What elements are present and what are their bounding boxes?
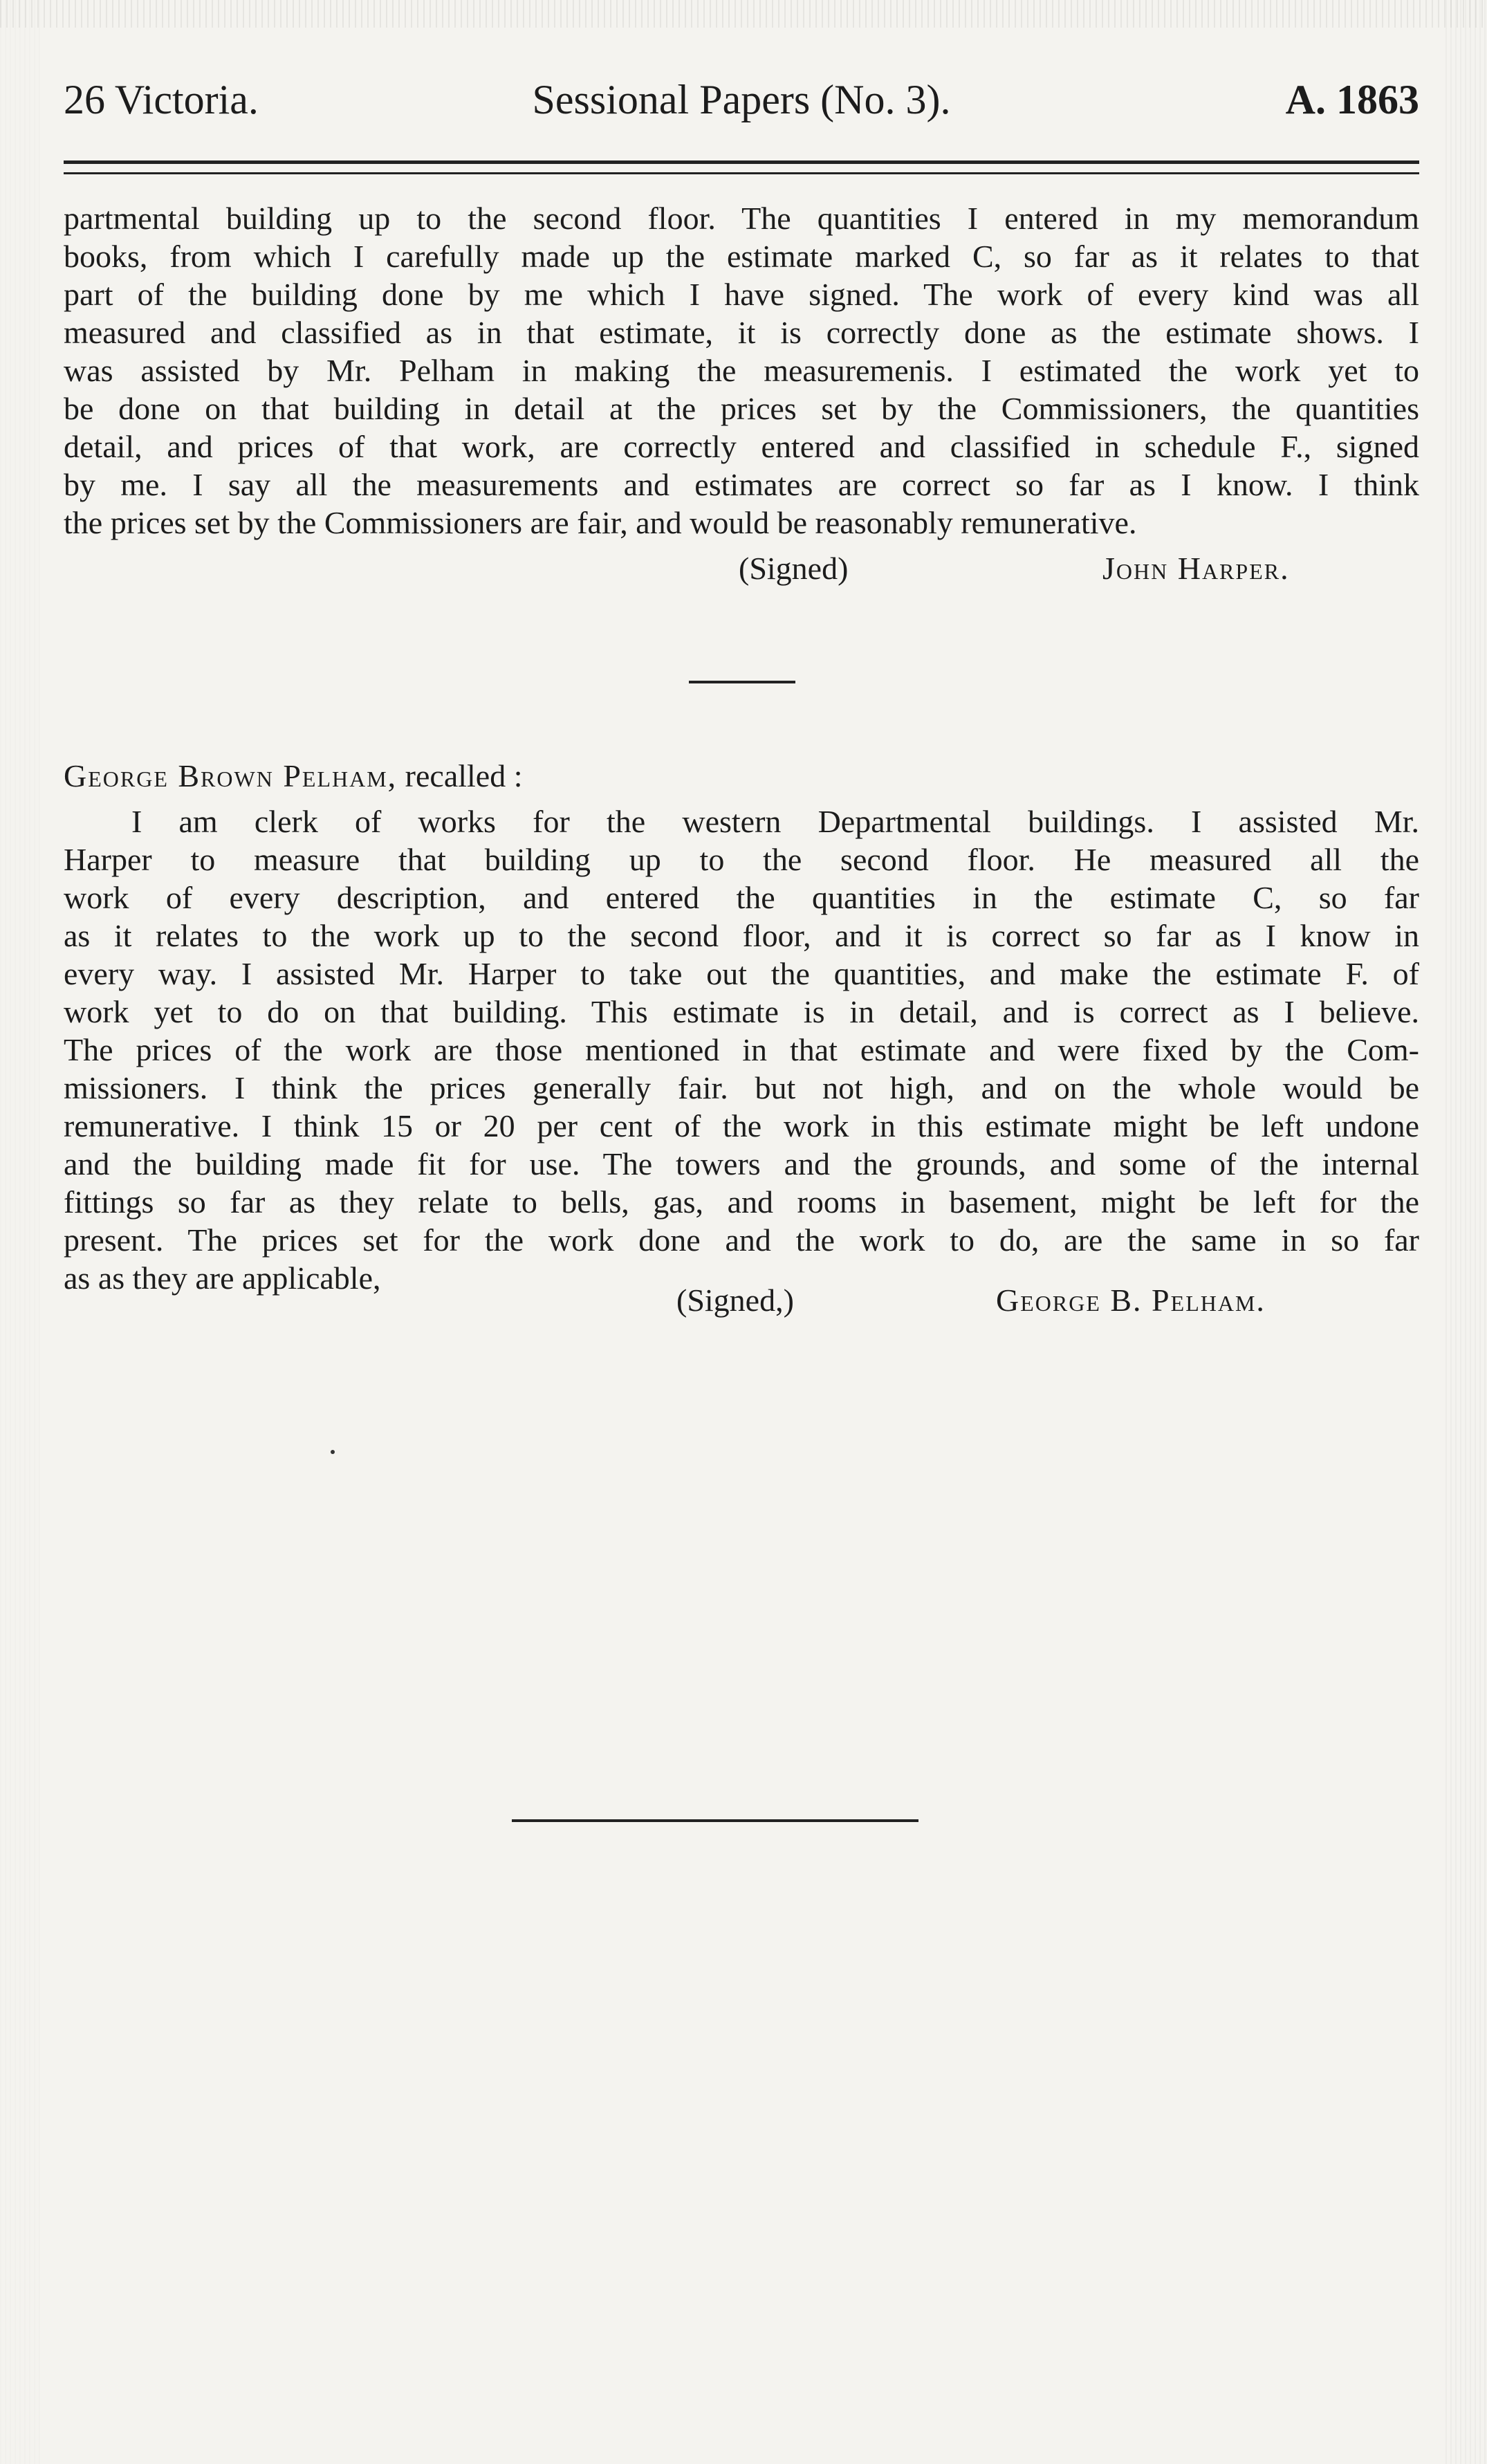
- harper-signed-label: (Signed): [739, 551, 849, 586]
- text-line: part of the building done by me which I have signed. The work of every kind was all: [64, 277, 1419, 312]
- ink-speck: [331, 1450, 335, 1454]
- text-line: fittings so far as they relate to bells, gas, and rooms in basement, might be left for the: [64, 1184, 1419, 1220]
- text-line: measured and classified as in that estimate, it is correctly done as the estimate shows. I: [64, 315, 1419, 350]
- pelham-signed-label: (Signed,): [676, 1282, 794, 1318]
- text-line: books, from which I carefully made up the estimate marked C, so far as it relates to that: [64, 239, 1419, 274]
- text-line: partmental building up to the second floor. The quantities I entered in my memorandum: [64, 201, 1419, 236]
- text-line: Harper to measure that building up to the second floor. He measured all the: [64, 842, 1419, 877]
- text-line: I am clerk of works for the western Departmental buildings. I assisted Mr.: [131, 804, 1419, 839]
- text-line: The prices of the work are those mentioned in that estimate and were fixed by the Com-: [64, 1032, 1419, 1067]
- harper-signatory: John Harper.: [1102, 551, 1290, 586]
- text-line: as it relates to the work up to the second floor, and it is correct so far as I know in: [64, 918, 1419, 953]
- header-year: A. 1863: [1285, 77, 1419, 122]
- text-line: was assisted by Mr. Pelham in making the measuremenis. I estimated the work yet to: [64, 353, 1419, 388]
- text-line: and the building made fit for use. The towers and the grounds, and some of the internal: [64, 1146, 1419, 1182]
- text-line: work yet to do on that building. This estimate is in detail, and is correct as I believe.: [64, 994, 1419, 1029]
- text-line: present. The prices set for the work done and the work to do, are the same in so far: [64, 1222, 1419, 1258]
- text-line: work of every description, and entered the quantities in the estimate C, so far: [64, 880, 1419, 915]
- header-title: Sessional Papers (No. 3).: [532, 77, 951, 122]
- text-line: remunerative. I think 15 or 20 per cent of the work in this estimate might be left undone: [64, 1108, 1419, 1143]
- text-line: as as they are applicable,: [64, 1260, 381, 1296]
- pelham-signatory: George B. Pelham.: [996, 1282, 1266, 1318]
- text-line: every way. I assisted Mr. Harper to take out the quantities, and make the estimate F. of: [64, 956, 1419, 991]
- scan-noise-left-edge: [0, 0, 41, 2464]
- header-session: 26 Victoria.: [64, 77, 259, 122]
- witness-name: George Brown Pelham,: [64, 758, 398, 793]
- section-divider: [689, 681, 795, 683]
- pelham-testimony-paragraph: [64, 802, 1419, 1297]
- witness-heading: [64, 757, 523, 795]
- text-line: missioners. I think the prices generally fair. but not high, and on the whole would be: [64, 1070, 1419, 1105]
- text-line: be done on that building in detail at the prices set by the Commissioners, the quantities: [64, 391, 1419, 426]
- witness-status: recalled :: [405, 758, 523, 793]
- text-line: by me. I say all the measurements and estimates are correct so far as I know. I think: [64, 467, 1419, 502]
- text-line: the prices set by the Commissioners are fair, and would be reasonably remunerative.: [64, 505, 1137, 540]
- harper-testimony-paragraph: [64, 199, 1419, 542]
- scan-noise-top: [0, 0, 1487, 28]
- end-rule: [512, 1819, 918, 1822]
- scan-noise-right-edge: [1446, 0, 1487, 2464]
- header-double-rule: [64, 160, 1419, 174]
- running-header: [64, 72, 1419, 127]
- text-line: detail, and prices of that work, are correctly entered and classified in schedule F., signed: [64, 429, 1419, 464]
